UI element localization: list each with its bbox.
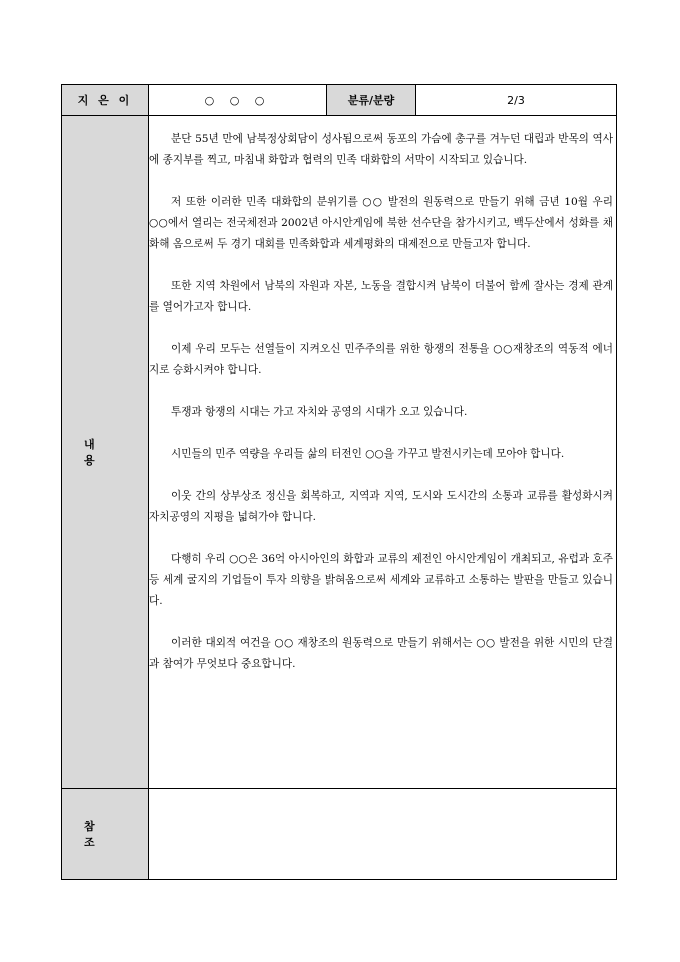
paragraph: 이제 우리 모두는 선열들이 지켜오신 민주주의를 위한 항쟁의 전통을 ○○재창조의 역동적 에너지로 승화시켜야 합니다. [149,343,613,376]
reference-label: 참 조 [62,789,149,879]
paragraph: 또한 지역 차원에서 남북의 자원과 자본, 노동을 결합시켜 남북이 더불어 함께 잘사는 경제 관계를 열어가고자 합니다. [149,280,613,313]
content-body [149,116,616,788]
reference-body [149,789,616,879]
author-value: ○ ○ ○ [149,85,327,115]
document-form [61,84,617,880]
paragraph: 다행히 우리 ○○은 36억 아시아인의 화합과 교류의 제전인 아시안게임이 개최되고, 유럽과 호주 등 세계 굴지의 기업들이 투자 의향을 밝혀옴으로써 세계와 교류하고 소통하는 발판을 만들고 있습니다. [149,553,613,607]
paragraph: 분단 55년 만에 남북정상회담이 성사됨으로써 동포의 가슴에 총구를 겨누던 대립과 반목의 역사에 종지부를 찍고, 마침내 화합과 협력의 민족 대화합의 서막이 시작되고 있습니다. [149,133,613,166]
author-label: 지 은 이 [62,85,149,115]
content-row [62,116,616,789]
content-label: 내 용 [62,116,149,788]
paragraph: 이러한 대외적 여건을 ○○ 재창조의 원동력으로 만들기 위해서는 ○○ 발전을 위한 시민의 단결과 참여가 무엇보다 중요합니다. [149,637,613,670]
paragraph: 투쟁과 항쟁의 시대는 가고 자치와 공영의 시대가 오고 있습니다. [171,406,468,418]
header-row [62,85,616,116]
category-label: 분류/분량 [327,85,416,115]
reference-row [62,789,616,879]
paragraph: 이웃 간의 상부상조 정신을 회복하고, 지역과 지역, 도시와 도시간의 소통과 교류를 활성화시켜 자치공영의 지평을 넓혀가야 합니다. [149,490,613,523]
paragraph: 시민들의 민주 역량을 우리들 삶의 터전인 ○○을 가꾸고 발전시키는데 모아야 합니다. [171,448,565,460]
category-value: 2/3 [507,93,525,107]
paragraph: 저 또한 이러한 민족 대화합의 분위기를 ○○ 발전의 원동력으로 만들기 위해 금년 10월 우리 ○○에서 열리는 전국체전과 2002년 아시안게임에 북한 선수단을 참가시키고, 백두산에서 성화를 채화해 옴으로써 두 경기 대회를 민족화합과 세계평화의 대제전으로 만들고자 합니다. [149,196,613,250]
